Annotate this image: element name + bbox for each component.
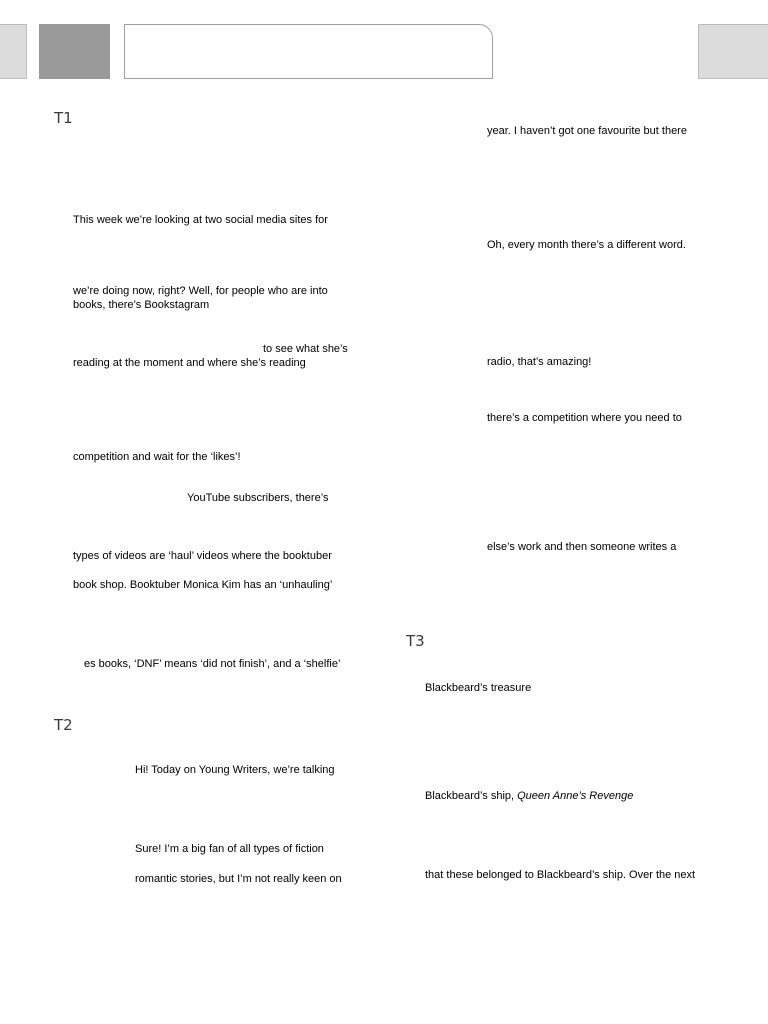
- header-tab-left: [0, 24, 27, 79]
- t1-line-6: competition and wait for the ‘likes’!: [73, 451, 241, 463]
- right-line-4: there’s a competition where you need to: [487, 412, 682, 424]
- ship-name: Queen Anne’s Revenge: [517, 790, 634, 802]
- right-line-3: radio, that’s amazing!: [487, 356, 592, 368]
- t3-line-3: that these belonged to Blackbeard’s ship. Over the next: [425, 869, 696, 881]
- section-label-t3: T3: [406, 632, 425, 650]
- header-unit-block: [39, 24, 110, 79]
- t3-line-2-text: Blackbeard’s ship,: [425, 790, 518, 802]
- t3-line-2: [425, 789, 633, 803]
- t1-line-2: we’re doing now, right? Well, for people who are into: [73, 285, 328, 297]
- t1-line-8: types of videos are ‘haul’ videos where the booktuber: [73, 550, 332, 562]
- section-label-t2: T2: [54, 716, 73, 734]
- t1-line-1: This week we’re looking at two social media sites for: [73, 214, 328, 226]
- t3-line-1: Blackbeard’s treasure: [425, 682, 532, 694]
- header-title-box: [124, 24, 493, 79]
- t1-line-5: reading at the moment and where she’s reading: [73, 357, 306, 369]
- t1-line-7: YouTube subscribers, there’s: [187, 492, 329, 504]
- header-tab-right: [698, 24, 768, 79]
- t2-line-1: Hi! Today on Young Writers, we’re talking: [135, 764, 335, 776]
- t1-line-3: books, there’s Bookstagram: [73, 299, 210, 311]
- t1-line-10: es books, ‘DNF’ means ‘did not finish’, and a ‘shelfie’: [84, 658, 341, 670]
- t1-line-4: to see what she’s: [263, 343, 348, 355]
- t2-line-2: Sure! I’m a big fan of all types of fiction: [135, 843, 324, 855]
- right-line-5: else’s work and then someone writes a: [487, 541, 677, 553]
- t1-line-9: book shop. Booktuber Monica Kim has an ‘unhauling’: [73, 579, 333, 591]
- right-line-1: year. I haven’t got one favourite but there: [487, 125, 687, 137]
- right-line-2: Oh, every month there’s a different word.: [487, 239, 686, 251]
- section-label-t1: T1: [54, 109, 73, 127]
- t2-line-3: romantic stories, but I’m not really keen on: [135, 873, 342, 885]
